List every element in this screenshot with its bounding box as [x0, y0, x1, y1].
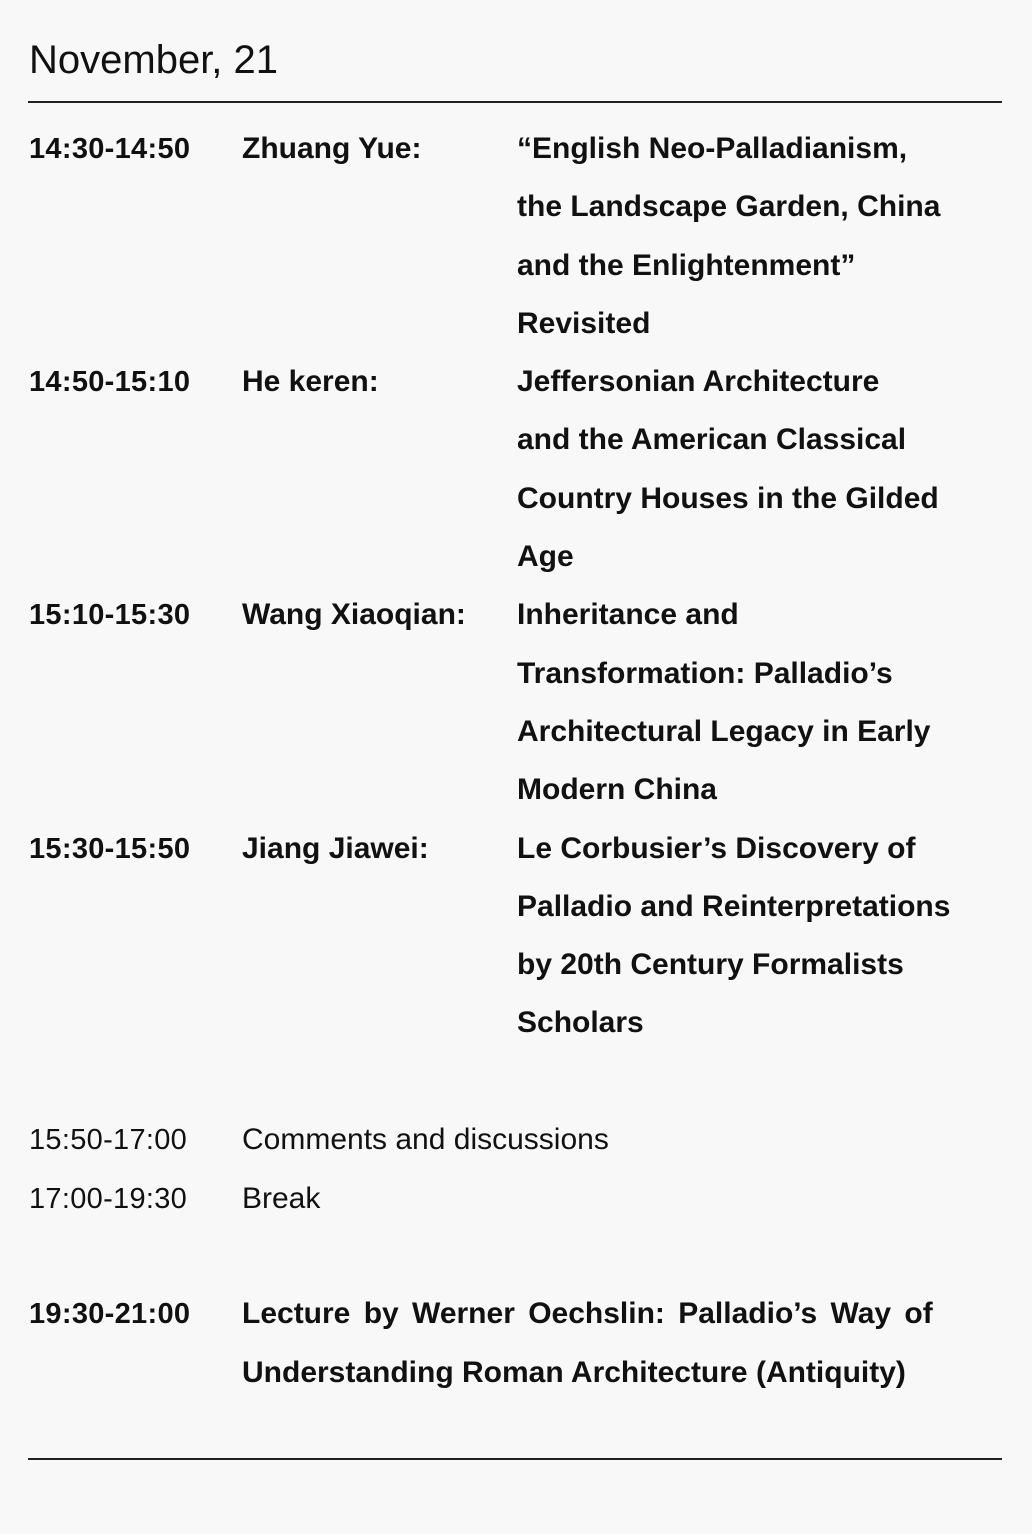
talk-title-line: “English Neo-Palladianism,: [517, 132, 908, 165]
date-heading: November, 21: [29, 38, 279, 82]
talk-title-line: Transformation: Palladio’s: [517, 656, 893, 690]
talk-title-line: Country Houses in the Gilded: [517, 481, 939, 515]
talk-title-line: Palladio and Reinterpretations: [517, 889, 951, 923]
session-label: Break: [242, 1181, 321, 1215]
talk-title-line: and the Enlightenment”: [517, 248, 856, 282]
talk-title: [517, 120, 1004, 353]
lecture-text: [242, 1285, 1004, 1402]
top-divider: [28, 101, 1002, 103]
talk-speaker: Zhuang Yue:: [242, 132, 422, 165]
talk-title-line: the Landscape Garden, China: [517, 190, 941, 224]
talk-row: [29, 586, 1004, 819]
talk-time: 14:50-15:10: [29, 366, 191, 399]
talk-row: [29, 820, 1004, 1053]
bottom-divider: [28, 1458, 1002, 1460]
lecture-time: 19:30-21:00: [29, 1298, 191, 1330]
talk-title-line: Modern China: [517, 773, 717, 807]
talk-title: [517, 353, 1004, 586]
talk-title-line: Architectural Legacy in Early: [517, 714, 931, 748]
talk-title: [517, 586, 1004, 819]
talk-list: [29, 120, 1004, 1053]
talk-title-line: Jeffersonian Architecture: [517, 365, 880, 399]
session-time: 15:50-17:00: [29, 1124, 188, 1156]
talk-time: 15:30-15:50: [29, 832, 191, 865]
talk-title-line: Scholars: [517, 1006, 644, 1040]
session-list: [29, 1111, 1004, 1228]
session-label: Comments and discussions: [242, 1123, 609, 1156]
talk-title-line: Age: [517, 540, 574, 574]
talk-speaker: Jiang Jiawei:: [242, 831, 429, 865]
talk-time: 15:10-15:30: [29, 599, 191, 632]
talk-time: 14:30-14:50: [29, 133, 191, 165]
session-row: [29, 1111, 1004, 1170]
talk-title-line: Revisited: [517, 306, 651, 340]
session-time: 17:00-19:30: [29, 1182, 188, 1215]
lecture-row: [29, 1285, 1004, 1402]
talk-title-line: and the American Classical: [517, 423, 907, 457]
talk-title: [517, 820, 1004, 1053]
talk-row: [29, 353, 1004, 586]
talk-title-line: by 20th Century Formalists: [517, 948, 904, 982]
talk-row: [29, 120, 1004, 353]
session-row: [29, 1170, 1004, 1229]
talk-speaker: He keren:: [242, 365, 379, 399]
lecture-line: Lecture by Werner Oechslin: Palladio’s Way of: [242, 1297, 933, 1330]
talk-speaker: Wang Xiaoqian:: [242, 598, 466, 632]
talk-title-line: Inheritance and: [517, 598, 739, 632]
talk-title-line: Le Corbusier’s Discovery of: [517, 831, 916, 865]
lecture-line: Understanding Roman Architecture (Antiquity): [242, 1355, 906, 1389]
